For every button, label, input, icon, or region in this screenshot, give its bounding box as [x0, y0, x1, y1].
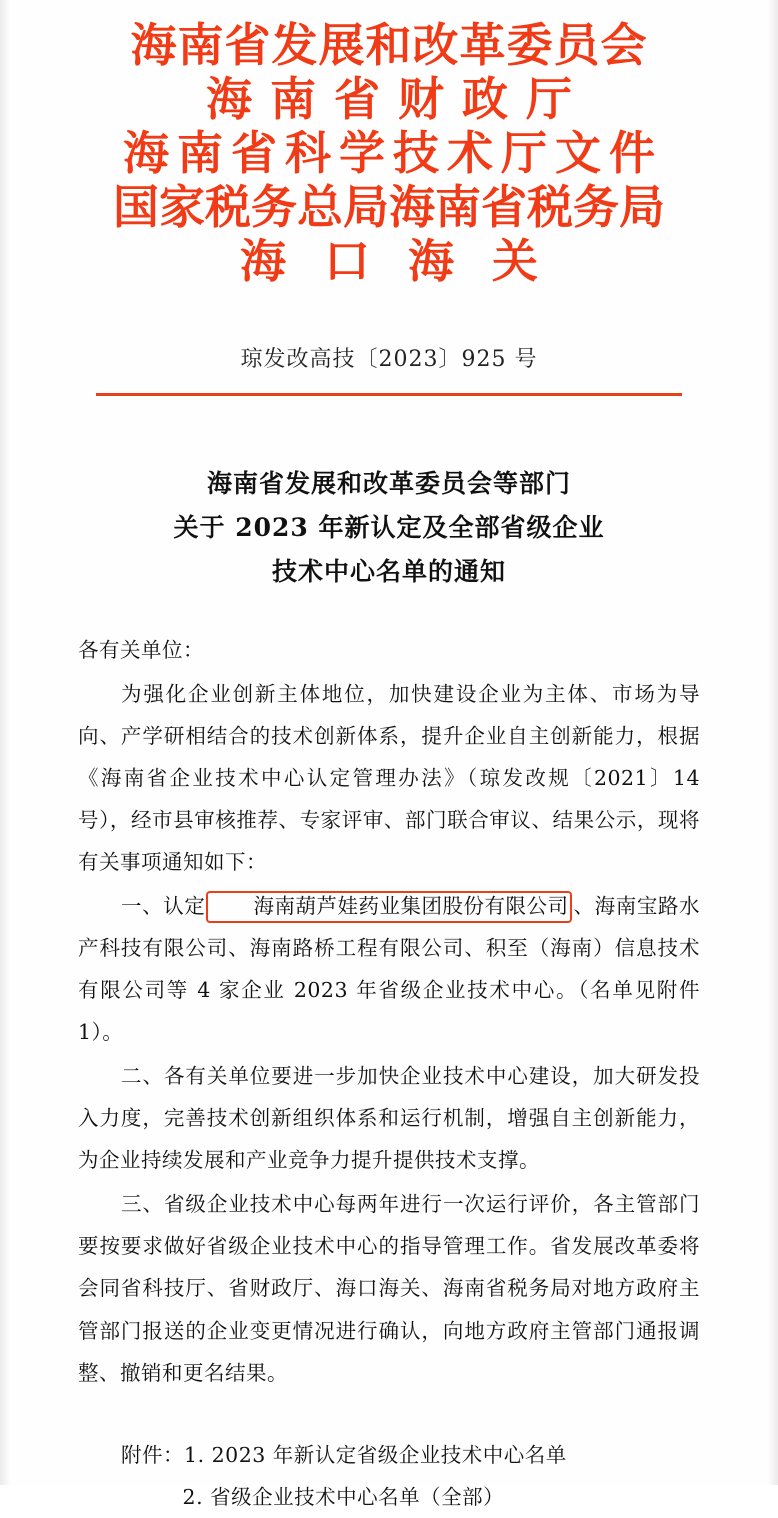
page-right-edge-shadow: [768, 0, 778, 1485]
attachment-row-2: 2. 省级企业技术中心名单（全部）: [182, 1484, 505, 1509]
paragraph-item-2: 二、各有关单位要进一步加快企业技术中心建设，加大研发投入力度，完善技术创新组织体系和运行机制，增强自主创新能力，为企业持续发展和产业竞争力提升提供技术支撑。: [78, 1064, 700, 1173]
item-1-prefix: 一、认定: [121, 894, 206, 919]
highlighted-company-name: 海南葫芦娃药业集团股份有限公司: [206, 891, 572, 923]
item-1-suffix: 、海南宝路水产科技有限公司、海南路桥工程有限公司、积至（海南）信息技术有限公司等 4 家企业 2023 年省级企业技术中心。（名单见附件 1）。: [78, 894, 701, 1045]
paragraph-background: 为强化企业创新主体地位，加快建设企业为主体、市场为导向、产学研相结合的技术创新体系，提升企业自主创新能力，根据《海南省企业技术中心认定管理办法》（琼发改规〔2021〕14 号），经市县审核推荐、专家评审、部门联合审议、结果公示，现将有关事项通知如下：: [78, 682, 700, 875]
page-title-line-3: 技术中心名单的通知: [271, 556, 506, 586]
document-number: 琼发改高技〔2023〕925 号: [240, 347, 538, 372]
page-title: [0, 462, 778, 593]
masthead-line-4: 国家税务总局海南省税务局: [113, 180, 665, 234]
paragraph-item-1: [78, 885, 700, 1053]
masthead-line-5: 海口海关: [240, 234, 576, 288]
masthead-line-2: 海南省财政厅: [206, 72, 590, 126]
page-title-line-1: 海南省发展和改革委员会等部门: [206, 469, 571, 498]
salutation: 各有关单位：: [78, 638, 204, 663]
page-title-line-2: 关于 2023 年新认定及全部省级企业: [173, 512, 605, 542]
paragraph-item-3: 三、省级企业技术中心每两年进行一次运行评价，各主管部门要按要求做好省级企业技术中心的指导管理工作。省发展改革委将会同省科技厅、省财政厅、海口海关、海南省税务局对地方政府主管部门报送的企业变更情况进行确认，向地方政府主管部门通报调整、撤销和更名结果。: [78, 1192, 700, 1385]
document-body: [78, 629, 700, 1393]
attachment-row-1: 附件：1. 2023 年新认定省级企业技术中心名单: [121, 1442, 567, 1467]
masthead-line-1: 海南省发展和改革委员会: [130, 18, 648, 72]
masthead: [0, 0, 778, 288]
page-left-edge-shadow: [0, 0, 10, 1485]
masthead-line-3: 海南省科学技术厅文件: [123, 126, 663, 180]
red-divider-rule: [96, 393, 682, 396]
attachment-list: [78, 1434, 700, 1518]
